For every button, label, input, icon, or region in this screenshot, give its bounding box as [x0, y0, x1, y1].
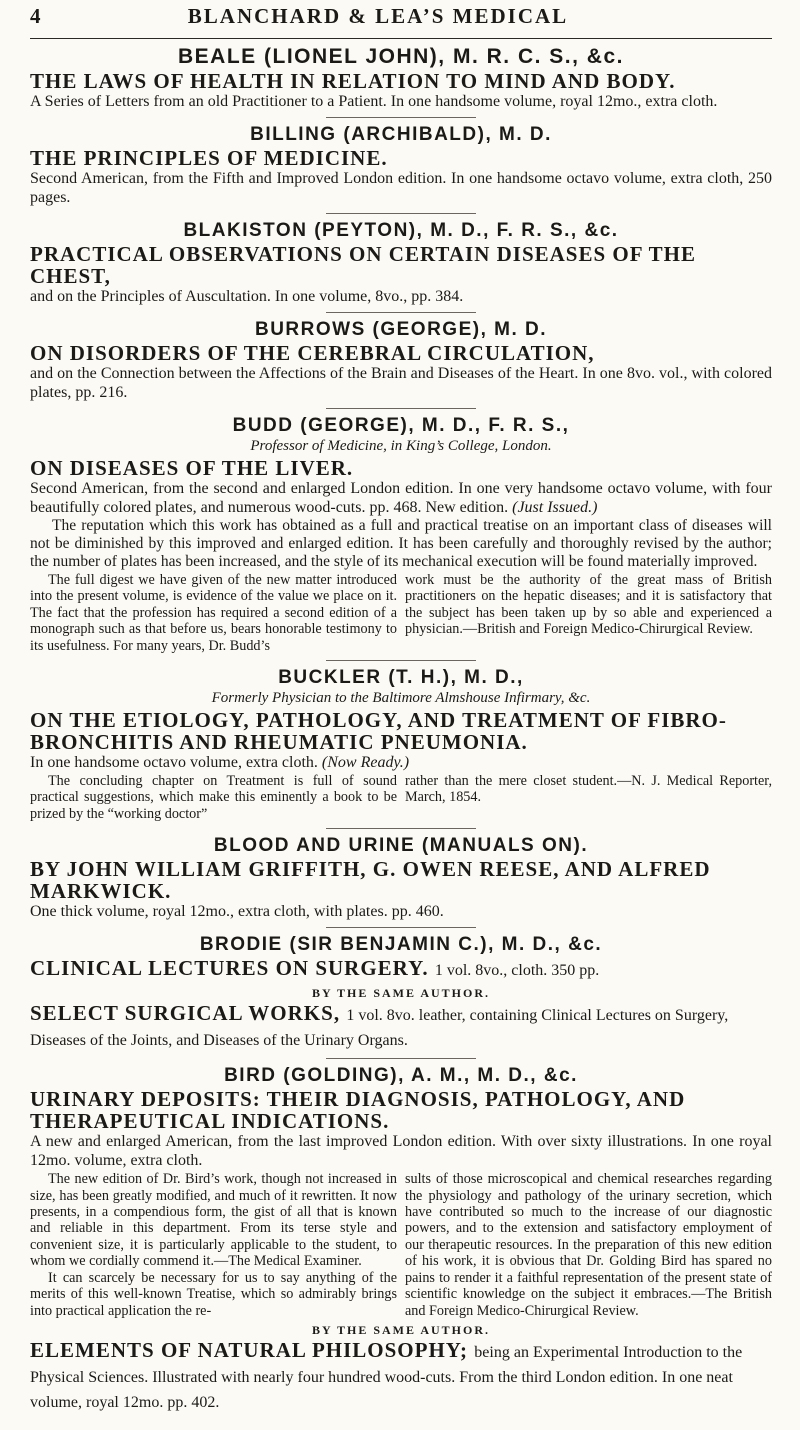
- running-head: [30, 0, 772, 38]
- review-text: It can scarcely be necessary for us to say anything of the merits of this well-known Treatise, which so admirably brings into practical application the re-: [30, 1269, 397, 1319]
- title-text: SELECT SURGICAL WORKS,: [30, 1001, 341, 1026]
- author-heading: BURROWS (GEORGE), M. D.: [254, 319, 548, 340]
- review-column: [405, 1171, 772, 1319]
- book-description: A new and enlarged American, from the last improved London edition. With over sixty illustrations. In one royal 12mo. volume, extra cloth.: [30, 1133, 772, 1170]
- same-author-label: BY THE SAME AUTHOR.: [311, 1322, 491, 1337]
- title-text: CLINICAL LECTURES ON SURGERY.: [30, 956, 429, 981]
- book-title: ON THE ETIOLOGY, PATHOLOGY, AND TREATMENT OF FIBRO-BRONCHITIS AND RHEUMATIC PNEUMONIA.: [30, 708, 727, 755]
- book-summary: The reputation which this work has obtained as a full and practical treatise on an important class of diseases will not be diminished by this improved and enlarged edition. It has been carefully and thoroughly revised by the author; the number of plates has been increased, and the style of its mechanical execution will be found materially improved.: [30, 517, 772, 570]
- book-description: [30, 479, 772, 517]
- book-title: PRACTICAL OBSERVATIONS ON CERTAIN DISEASES OF THE CHEST,: [30, 242, 697, 288]
- review-column: [30, 773, 397, 822]
- review-text: The full digest we have given of the new matter introduced into the present volume, is evidence of the value we place on it. The fact that the profession has required a second edition of a monograph such as that before us, bears honorable testimony to its usefulness. For many years, Dr. Budd’s: [30, 572, 397, 654]
- book-title: THE LAWS OF HEALTH IN RELATION TO MIND AND BODY.: [30, 69, 676, 93]
- author-heading: BILLING (ARCHIBALD), M. D.: [250, 124, 552, 145]
- book-description: A Series of Letters from an old Practitioner to a Patient. In one handsome volume, royal 12mo., extra cloth.: [30, 93, 718, 110]
- author-heading: BLAKISTON (PEYTON), M. D., F. R. S., &c.: [183, 220, 619, 241]
- section-divider: [326, 408, 476, 409]
- review-text: work must be the authority of the great mass of British practitioners on the hepatic diseases; and it is satisfactory that the subject has been taken up by so able and experienced a physician.—British and Foreign Medico-Chirurgical Review.: [405, 572, 772, 638]
- section-divider: [326, 660, 476, 661]
- page-number: 4: [30, 4, 43, 28]
- author-affiliation: Professor of Medicine, in King’s College, London.: [250, 438, 552, 454]
- section-divider: [326, 927, 476, 928]
- review-columns: [30, 1171, 772, 1319]
- author-heading: BUCKLER (T. H.), M. D.,: [278, 667, 524, 689]
- book-title: URINARY DEPOSITS: THEIR DIAGNOSIS, PATHOLOGY, AND THERAPEUTICAL INDICATIONS.: [30, 1087, 686, 1134]
- book-title: BY JOHN WILLIAM GRIFFITH, G. OWEN REESE, AND ALFRED MARKWICK.: [30, 857, 711, 904]
- description-text: In one handsome octavo volume, extra cloth.: [30, 754, 318, 772]
- review-columns: [30, 572, 772, 654]
- author-heading: BUDD (GEORGE), M. D., F. R. S.,: [232, 415, 570, 436]
- review-text: The new edition of Dr. Bird’s work, though not increased in size, has been greatly modified, and much of it rewritten. It now presents, in a compendious form, the gist of all that is known and reliable in this department. From its terse style and convenient size, it is particularly applicable to the student, to whom we cordially commend it.—The Medical Examiner.: [30, 1171, 397, 1270]
- section-divider: [326, 117, 476, 118]
- author-affiliation: Formerly Physician to the Baltimore Almshouse Infirmary, &c.: [211, 690, 591, 707]
- description-text: 1 vol. 8vo., cloth. 350 pp.: [434, 962, 600, 980]
- book-description: [30, 753, 772, 772]
- review-column: [405, 773, 772, 822]
- author-heading: BRODIE (SIR BENJAMIN C.), M. D., &c.: [199, 934, 603, 956]
- review-text: rather than the mere closet student.—N. J. Medical Reporter, March, 1854.: [405, 773, 772, 806]
- description-text: being an Experimental Introduction to the Physical Sciences. Illustrated with nearly four hundred wood-cuts. From the third London edition. In one neat volume, royal 12mo. pp. 402.: [30, 1343, 743, 1411]
- review-text: The concluding chapter on Treatment is full of sound practical suggestions, which make this eminently a book to be prized by the “working doctor”: [30, 773, 397, 822]
- book-title: [30, 1002, 772, 1052]
- book-description: and on the Principles of Auscultation. In one volume, 8vo., pp. 384.: [30, 288, 464, 305]
- same-author-label: BY THE SAME AUTHOR.: [311, 986, 491, 1001]
- book-title: [30, 1339, 772, 1414]
- book-description: One thick volume, royal 12mo., extra cloth, with plates. pp. 460.: [30, 903, 444, 921]
- book-title: THE PRINCIPLES OF MEDICINE.: [30, 146, 388, 170]
- section-divider: [326, 312, 476, 313]
- section-divider: [326, 1058, 476, 1059]
- book-title: [30, 957, 772, 982]
- book-description: Second American, from the Fifth and Improved London edition. In one handsome octavo volume, extra cloth, 250 pages.: [30, 170, 772, 206]
- review-column: [30, 572, 397, 654]
- book-title: ON DISORDERS OF THE CEREBRAL CIRCULATION,: [30, 341, 595, 365]
- description-text: 1 vol. 8vo. leather, containing Clinical Lectures on Surgery, Diseases of the Joints, and Diseases of the Urinary Organs.: [30, 1007, 729, 1050]
- review-column: [30, 1171, 397, 1319]
- section-divider: [326, 213, 476, 214]
- book-title: ON DISEASES OF THE LIVER.: [30, 456, 354, 480]
- review-columns: [30, 773, 772, 822]
- section-divider: [326, 828, 476, 829]
- review-column: [405, 572, 772, 654]
- author-heading: BLOOD AND URINE (MANUALS ON).: [213, 835, 589, 857]
- header-rule: [30, 38, 772, 39]
- edition-notice: (Just Issued.): [512, 499, 598, 516]
- title-text: ELEMENTS OF NATURAL PHILOSOPHY;: [30, 1337, 469, 1362]
- running-title: BLANCHARD & LEA’S MEDICAL: [187, 4, 569, 28]
- author-heading: BIRD (GOLDING), A. M., M. D., &c.: [224, 1065, 578, 1087]
- book-description: and on the Connection between the Affections of the Brain and Diseases of the Heart. In one 8vo. vol., with colored plates, pp. 216.: [30, 365, 772, 401]
- author-heading: BEALE (LIONEL JOHN), M. R. C. S., &c.: [178, 45, 624, 68]
- description-text: Second American, from the second and enlarged London edition. In one very handsome octavo volume, with four beautifully colored plates, and numerous wood-cuts. pp. 468. New edition.: [30, 480, 772, 516]
- review-text: sults of those microscopical and chemical researches regarding the physiology and pathology of the urinary secretion, which have contributed so much to the increase of our diagnostic powers, and to the extension and satisfactory employment of our therapeutic resources. In the preparation of this new edition of his work, it is obvious that Dr. Golding Bird has spared no pains to render it a faithful representation of the present state of scientific knowledge on the subject it embraces.—The British and Foreign Medico-Chirurgical Review.: [405, 1171, 772, 1319]
- edition-notice: (Now Ready.): [321, 754, 410, 772]
